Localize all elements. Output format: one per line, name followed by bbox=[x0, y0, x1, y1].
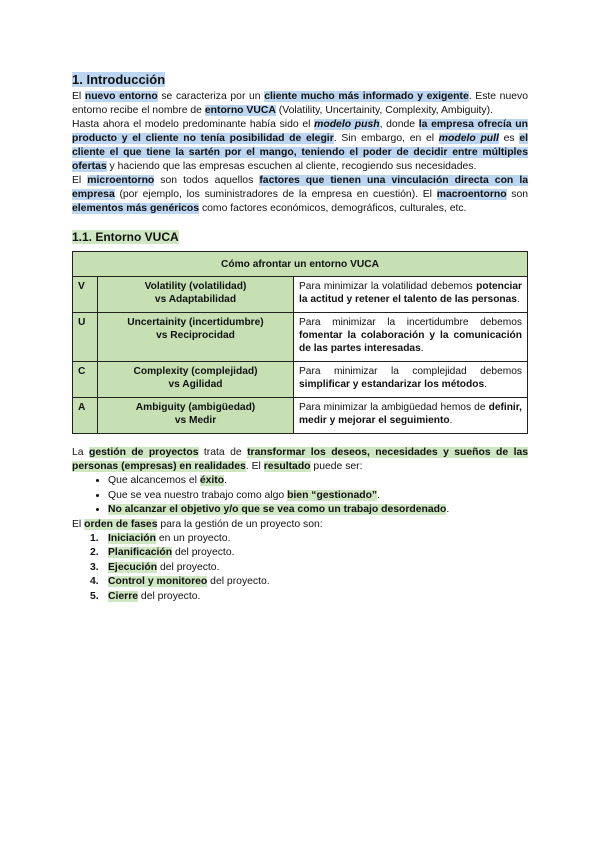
table-row: C Complexity (complejidad) vs Agilidad Para minimizar la complejidad debemos simplificar y estandarizar los métodos. bbox=[73, 362, 528, 398]
list-item: • Que alcancemos el éxito. bbox=[108, 474, 528, 489]
result-list bbox=[72, 474, 528, 518]
fases-intro: El orden de fases para la gestión de un proyecto son: bbox=[72, 518, 323, 530]
section-title: 1. Introducción bbox=[72, 72, 166, 87]
table-title: Cómo afrontar un entorno VUCA bbox=[73, 252, 528, 277]
intro-paragraph-1: El nuevo entorno se caracteriza por un cliente mucho más informado y exigente. Este nuevo entorno recibe el nombre de entorno VUCA (Volatility, Uncertainity, Complexity, Ambiguity). bbox=[72, 91, 528, 116]
intro-paragraph-2: Hasta ahora el modelo predominante había sido el modelo push, donde la empresa ofrecía un producto y el cliente no tenía posibilidad de elegir. Sin embargo, en el modelo pull es el cliente el que tiene la sartén por el mango, teniendo el poder de decidir entre múltiples ofertas y haciendo que las empresas escuchen al cliente, recogiendo sus necesidades. bbox=[72, 119, 529, 172]
list-item: 4. Control y monitoreo del proyecto. bbox=[90, 576, 270, 587]
table-row: U Uncertainity (incertidumbre) vs Reciprocidad Para minimizar la incertidumbre debemos fomentar la colaboración y la comunicación de las partes interesadas. bbox=[73, 313, 528, 362]
subsection-title: 1.1. Entorno VUCA bbox=[72, 230, 179, 244]
list-item: • No alcanzar el objetivo y/o que se vea como un trabajo desordenado. bbox=[108, 503, 528, 518]
list-item: 2. Planificación del proyecto. bbox=[90, 547, 235, 558]
list-item: 5. Cierre del proyecto. bbox=[90, 590, 201, 602]
gestion-paragraph: La gestión de proyectos trata de transformar los deseos, necesidades y sueños de las personas (empresas) en realidades. El resultado puede ser: bbox=[72, 447, 529, 472]
table-row: V Volatility (volatilidad) vs Adaptabilidad Para minimizar la volatilidad debemos potenciar la actitud y retener el talento de las personas. bbox=[73, 277, 528, 313]
vuca-table bbox=[72, 251, 528, 434]
fases-list bbox=[72, 532, 528, 605]
list-item: 3. Ejecución del proyecto. bbox=[90, 561, 220, 573]
table-row: A Ambiguity (ambigüedad) vs Medir Para minimizar la ambigüedad hemos de definir, medir y mejorar el seguimiento. bbox=[73, 398, 528, 434]
document-page bbox=[72, 72, 528, 604]
intro-paragraph-3: El microentorno son todos aquellos factores que tienen una vinculación directa con la empresa (por ejemplo, los suministradores de la empresa en cuestión). El macroentorno son elementos más genéricos como factores económicos, demográficos, culturales, etc. bbox=[72, 175, 529, 214]
list-item: • Que se vea nuestro trabajo como algo bien “gestionado”. bbox=[108, 489, 528, 504]
list-item: 1. Iniciación en un proyecto. bbox=[90, 532, 231, 544]
